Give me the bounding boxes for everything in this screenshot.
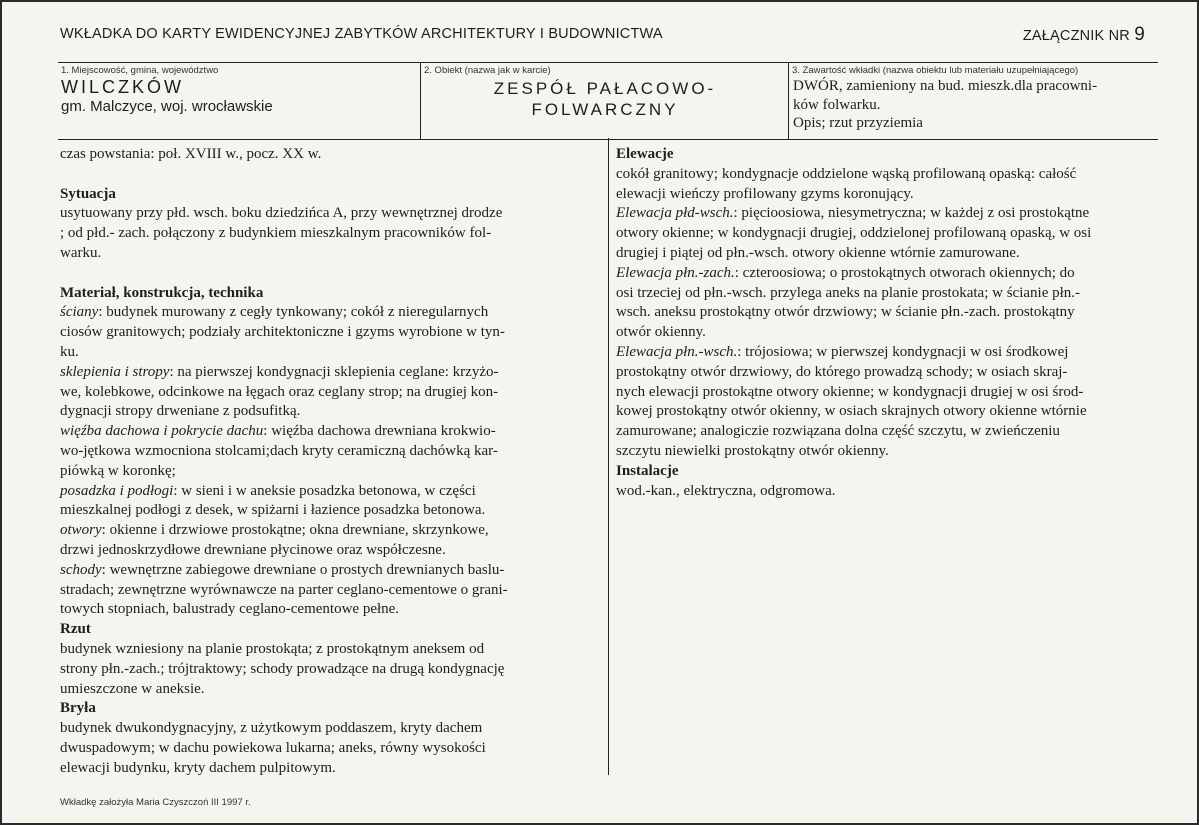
date-line: czas powstania: poł. XVIII w., pocz. XX w.: [60, 146, 322, 162]
text-line: drugiej i piątej od płn.-wsch. otwory okienne wtórnie zamurowane.: [616, 244, 1020, 261]
contents-label: 3. Zawartość wkładki (nazwa obiektu lub materiału uzupełniającego): [792, 65, 1079, 76]
text-line: zamurowane; analogiczie rozwiązana dolna część szczytu, w zwieńczeniu: [616, 423, 1060, 440]
text-line: otwory okienne; w kondygnacji drugiej, oddzielonej profilowaną opaską, w osi: [616, 225, 1092, 242]
subhead-vaults: sklepienia i stropy: [60, 363, 170, 380]
author-note: Wkładkę założyła Maria Czyszczoń III 1997 r.: [60, 797, 251, 808]
text-line: osi trzeciej od płn.-wsch. przylega aneks na planie prostokata; w ścianie płn.-: [616, 284, 1081, 301]
text-line: usytuowany przy płd. wsch. boku dziedzińca A, przy wewnętrznej drodze: [60, 205, 503, 222]
section-heading-rzut: Rzut: [60, 621, 91, 638]
section-heading-instalacje: Instalacje: [616, 462, 679, 479]
section-heading-sytuacja: Sytuacja: [60, 185, 116, 202]
text-line: schody: wewnętrzne zabiegowe drewniane o prostych drewnianych baslu-: [60, 561, 505, 578]
contents-line-3: Opis; rzut przyziemia: [793, 115, 923, 131]
text-line: stradach; zewnętrzne wyrównawcze na parter ceglano-cementowe o grani-: [60, 581, 508, 598]
text-line: więźba dachowa i pokrycie dachu: więźba dachowa drewniana krokwio-: [60, 423, 496, 440]
text-line: wod.-kan., elektryczna, odgromowa.: [616, 482, 836, 499]
text-line: sklepienia i stropy: na pierwszej kondygnacji sklepienia ceglane: krzyżo-: [60, 363, 499, 380]
subhead-elevation-se: Elewacja płd-wsch.: [616, 205, 734, 222]
text-line: posadzka i podłogi: w sieni i w aneksie posadzka betonowa, w części: [60, 482, 476, 499]
text-line: kowej prostokątny otwór okienny, w osiach skrajnych otwory okienne wtórnie: [616, 403, 1087, 420]
text-line: towych stopniach, balustrady ceglano-cementowe pełne.: [60, 601, 400, 618]
column-divider: [608, 138, 609, 775]
text-line: warku.: [60, 244, 102, 261]
left-column: [60, 145, 580, 779]
text-line: szczytu niewielki prostokątny otwór okienny.: [616, 442, 889, 459]
locality-cell: [58, 63, 420, 139]
text-line: ciosów granitowych; podziały architektoniczne i gzyms wyrobione w tyn-: [60, 324, 505, 341]
locality-sub: gm. Malczyce, woj. wrocławskie: [61, 98, 273, 115]
text-line: piówką w koronkę;: [60, 462, 176, 479]
object-cell: [420, 63, 789, 139]
section-heading-material: Materiał, konstrukcja, technika: [60, 284, 264, 301]
identification-box: [58, 62, 1158, 140]
subhead-walls: ściany: [60, 304, 99, 321]
text-line: prostokątny otwór drzwiowy, do którego prowadzą schody; w osiach skraj-: [616, 363, 1068, 380]
text-line: budynek dwukondygnacyjny, z użytkowym poddaszem, kryty dachem: [60, 720, 483, 737]
text-line: ; od płd.- zach. połączony z budynkiem mieszkalnym pracowników fol-: [60, 225, 492, 242]
subhead-floors: posadzka i podłogi: [60, 482, 174, 499]
text-line: elewacji wieńczy profilowany gzyms koronujący.: [616, 185, 914, 202]
text-line: dwuspadowym; w dachu powiekowa lukarna; aneks, równy wysokości: [60, 739, 486, 756]
annex-label-text: ZAŁĄCZNIK NR: [1022, 28, 1130, 44]
text-line: nych elewacji prostokątne otwory okienne; w kondygnacji drugiej w osi środ-: [616, 383, 1084, 400]
text-line: we, kolebkowe, odcinkowe na łęgach oraz ceglany strop; na drugiej kon-: [60, 383, 499, 400]
object-line-1: ZESPÓŁ PAŁACOWO-: [493, 79, 717, 98]
card-title: WKŁADKA DO KARTY EWIDENCYJNEJ ZABYTKÓW ARCHITEKTURY I BUDOWNICTWA: [60, 26, 663, 42]
text-line: cokół granitowy; kondygnacje oddzielone wąską profilowaną opaską: całość: [616, 165, 1077, 182]
subhead-elevation-ne: Elewacja płn.-wsch.: [616, 343, 738, 360]
subhead-elevation-nw: Elewacja płn.-zach.: [616, 264, 735, 281]
annex-number: 9: [1134, 24, 1145, 45]
text-line: budynek wzniesiony na planie prostokąta; z prostokątnym aneksem od: [60, 640, 485, 657]
text-line: otwory: okienne i drzwiowe prostokątne; okna drewniane, skrzynkowe,: [60, 522, 489, 539]
text-line: Elewacja płd-wsch.: pięcioosiowa, niesymetryczna; w każdej z osi prostokątne: [616, 205, 1090, 222]
text-line: wsch. aneksu prostokątny otwór drzwiowy; w ścianie płn.-zach. prostokątny: [616, 304, 1075, 321]
text-line: elewacji budynku, kryty dachem pulpitowym.: [60, 759, 336, 776]
locality-label: 1. Miejscowość, gmina, województwo: [61, 65, 219, 76]
object-line-2: FOLWARCZNY: [531, 100, 679, 119]
subhead-openings: otwory: [60, 522, 102, 539]
locality-value: WILCZKÓW: [61, 77, 184, 97]
text-line: ku.: [60, 343, 79, 360]
subhead-roof: więźba dachowa i pokrycie dachu: [60, 423, 264, 440]
section-heading-elewacje: Elewacje: [616, 146, 674, 162]
text-line: otwór okienny.: [616, 324, 706, 341]
contents-value: [793, 77, 1154, 133]
text-line: mieszkalnej podłogi z desek, w spiżarni i łazience posadzka betonowa.: [60, 502, 486, 519]
text-line: umieszczone w aneksie.: [60, 680, 205, 697]
object-value: [421, 78, 789, 120]
contents-line-2: ków folwarku.: [793, 96, 881, 113]
text-line: wo-jętkowa wzmocniona stolcami;dach kryty ceramiczną dachówką kar-: [60, 442, 498, 459]
annex-label: [1023, 24, 1145, 46]
contents-cell: [788, 63, 1158, 139]
text-line: Elewacja płn.-zach.: czteroosiowa; o prostokątnych otworach okiennych; do: [616, 264, 1075, 281]
object-label: 2. Obiekt (nazwa jak w karcie): [424, 65, 551, 76]
text-line: Elewacja płn.-wsch.: trójosiowa; w pierwszej kondygnacji w osi środkowej: [616, 343, 1069, 360]
text-line: strony płn.-zach.; trójtraktowy; schody prowadzące na drugą kondygnację: [60, 660, 505, 677]
text-line: ściany: budynek murowany z cegły tynkowany; cokół z nieregularnych: [60, 304, 489, 321]
contents-line-1: DWÓR, zamieniony na bud. mieszk.dla pracowni-: [793, 78, 1098, 94]
subhead-stairs: schody: [60, 561, 102, 578]
text-line: drzwi jednoskrzydłowe drewniane płycinowe oraz współczesne.: [60, 541, 446, 558]
text-line: dygnacji stropy drweniane z podsufitką.: [60, 403, 301, 420]
right-column: [616, 145, 1161, 501]
section-heading-bryla: Bryła: [60, 700, 96, 717]
